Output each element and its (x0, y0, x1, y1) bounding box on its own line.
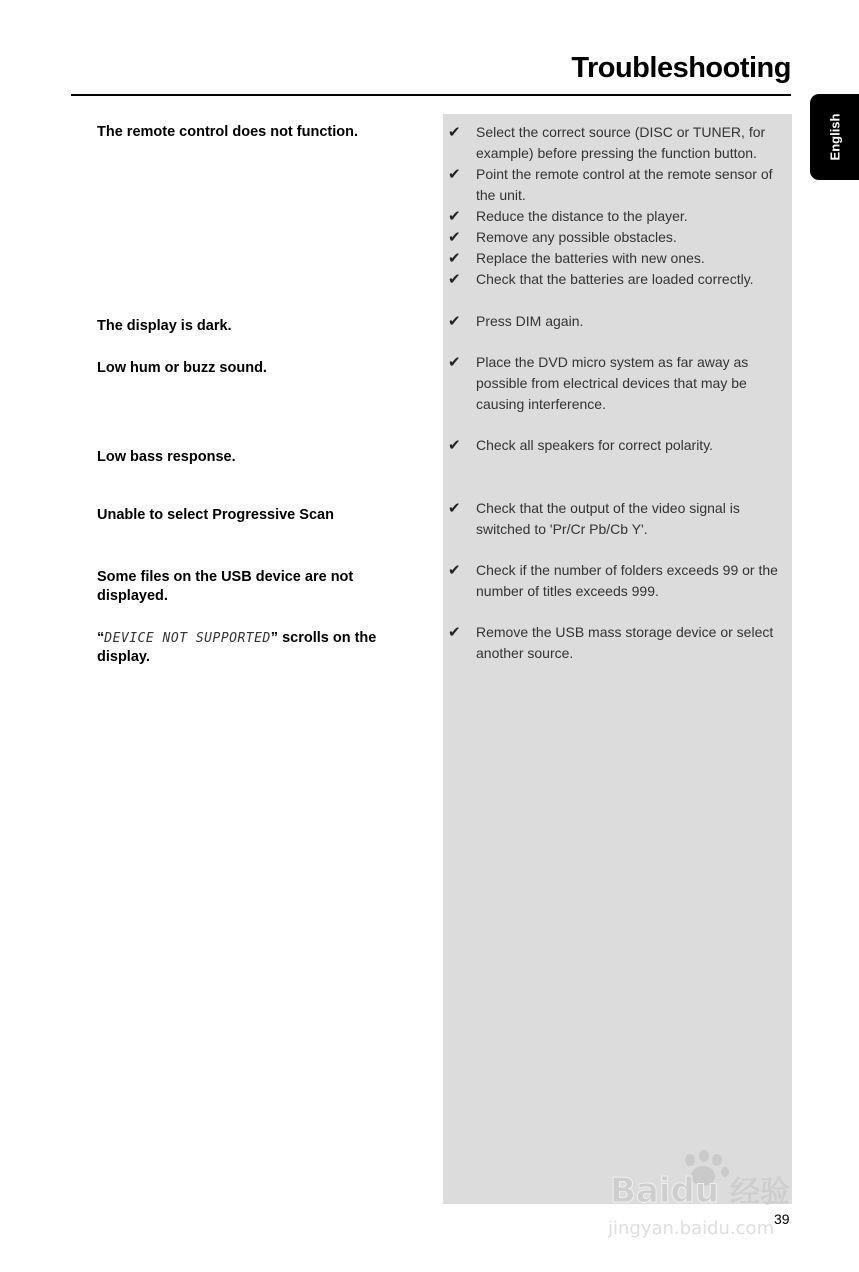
solution-item: ✔ Place the DVD micro system as far away as possible from electrical devices that may be causing interference. (448, 354, 749, 412)
check-icon: ✔ (448, 124, 461, 141)
solution-item: ✔ Remove the USB mass storage device or select another source. (448, 624, 774, 661)
language-tab (810, 94, 859, 180)
problem-low-bass: Low bass response. (97, 449, 236, 465)
solution-item: ✔ Check if the number of folders exceeds 99 or the number of titles exceeds 999. (448, 562, 778, 599)
problem-hum-buzz: Low hum or buzz sound. (97, 360, 267, 376)
watermark-brand: Baidu (610, 1171, 720, 1211)
check-icon: ✔ (448, 166, 461, 183)
quote-open: “ (97, 630, 105, 646)
problem-display-dark: The display is dark. (97, 318, 232, 334)
check-icon: ✔ (448, 562, 461, 579)
solution-group-remote (448, 122, 790, 290)
lcd-message: DEVICE NOT SUPPORTED (104, 631, 271, 646)
solution-item: ✔ Check that the output of the video signal is switched to 'Pr/Cr Pb/Cb Y'. (448, 500, 740, 537)
solution-item: ✔ Point the remote control at the remote sensor of the unit. (448, 166, 773, 203)
check-icon: ✔ (448, 271, 461, 288)
title-rule (71, 94, 791, 96)
solution-item: ✔ Remove any possible obstacles. (448, 229, 677, 246)
problem-device-not-supported (97, 629, 417, 667)
watermark-logo (608, 1150, 818, 1242)
solution-group-progressive (448, 498, 790, 540)
page-number: 39 (774, 1211, 790, 1227)
check-icon: ✔ (448, 229, 461, 246)
problem-suffix: ” scrolls on the display. (97, 630, 377, 665)
check-icon: ✔ (448, 250, 461, 267)
solution-group-usb-files (448, 560, 790, 602)
check-icon: ✔ (448, 313, 461, 330)
language-tab-label: English (827, 113, 842, 161)
check-icon: ✔ (448, 624, 461, 641)
watermark-url: jingyan.baidu.com (608, 1218, 775, 1239)
solution-item: ✔ Replace the batteries with new ones. (448, 250, 705, 267)
solution-group-device (448, 622, 790, 664)
solution-item: ✔ Press DIM again. (448, 313, 584, 330)
problem-remote-control: The remote control does not function. (97, 124, 358, 140)
check-icon: ✔ (448, 437, 461, 454)
solution-group-display (448, 311, 790, 332)
solution-group-bass (448, 435, 790, 456)
problem-progressive-scan: Unable to select Progressive Scan (97, 507, 334, 523)
solution-group-hum (448, 352, 790, 415)
check-icon: ✔ (448, 208, 461, 225)
problem-usb-files: Some files on the USB device are not displayed. (97, 569, 354, 604)
check-icon: ✔ (448, 500, 461, 517)
page-title: Troubleshooting (571, 52, 791, 84)
solution-item: ✔ Reduce the distance to the player. (448, 208, 688, 225)
check-icon: ✔ (448, 354, 461, 371)
watermark-suffix: 经验 (730, 1175, 790, 1210)
solution-item: ✔ Check all speakers for correct polarity. (448, 437, 714, 454)
solution-item: ✔ Check that the batteries are loaded correctly. (448, 271, 754, 288)
solution-item: ✔ Select the correct source (DISC or TUNER, for example) before pressing the function button. (448, 124, 766, 161)
